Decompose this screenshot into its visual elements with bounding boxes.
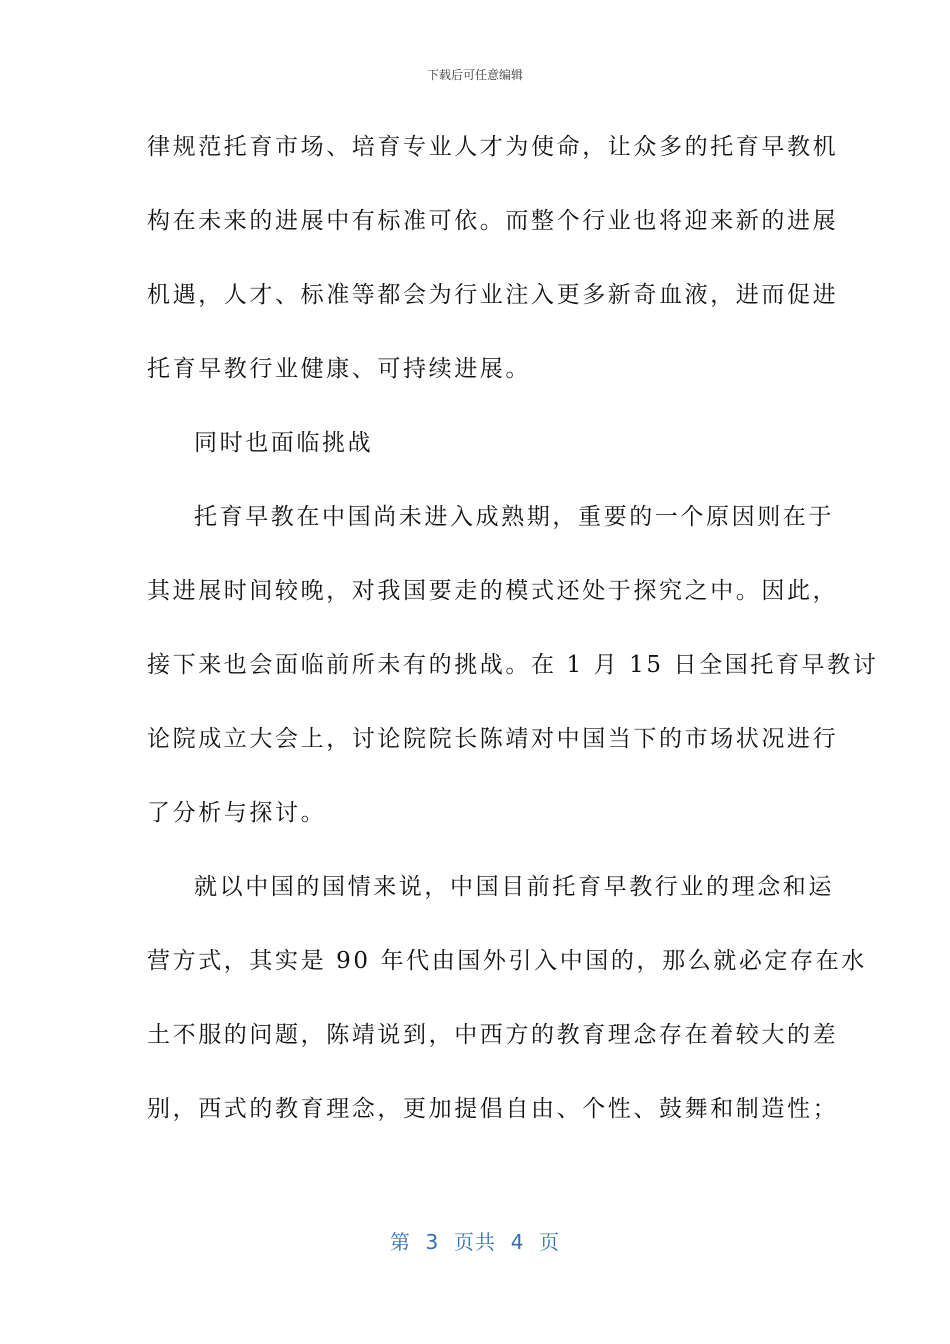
- text-line: 托育早教在中国尚未进入成熟期，重要的一个原因则在于: [194, 504, 834, 530]
- text-line: 机遇，人才、标准等都会为行业注入更多新奇血液，进而促进: [147, 282, 839, 308]
- text-line: 土不服的问题，陈靖说到，中西方的教育理念存在着较大的差: [147, 1022, 839, 1048]
- text-line: 其进展时间较晚，对我国要走的模式还处于探究之中。因此，: [147, 578, 839, 604]
- page-footer: [0, 1226, 950, 1255]
- text-line: 营方式，其实是 90 年代由国外引入中国的，那么就必定存在水: [147, 948, 867, 974]
- text-line: 就以中国的国情来说，中国目前托育早教行业的理念和运: [194, 874, 834, 900]
- text-line: 托育早教行业健康、可持续进展。: [147, 356, 531, 382]
- text-line: 别，西式的教育理念，更加提倡自由、个性、鼓舞和制造性；: [147, 1096, 839, 1122]
- text-line: 了分析与探讨。: [147, 800, 327, 826]
- page-number: 第 3 页共 4 页: [389, 1230, 561, 1254]
- section-heading: 同时也面临挑战: [194, 430, 374, 456]
- text-line: 论院成立大会上，讨论院院长陈靖对中国当下的市场状况进行: [147, 726, 839, 752]
- document-body: [147, 128, 879, 1164]
- text-line: 接下来也会面临前所未有的挑战。在 1 月 15 日全国托育早教讨: [147, 652, 879, 678]
- text-line: 律规范托育市场、培育专业人才为使命，让众多的托育早教机: [147, 134, 839, 160]
- page-header: 下载后可任意编辑: [426, 68, 523, 82]
- text-line: 构在未来的进展中有标准可依。而整个行业也将迎来新的进展: [147, 208, 839, 234]
